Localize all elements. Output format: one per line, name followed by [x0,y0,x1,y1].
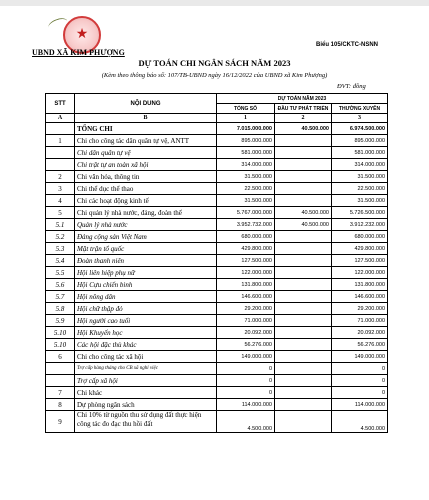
table-row [46,387,388,399]
row-recurrent: 581.000.000 [332,147,388,159]
index-cell: B [75,114,217,123]
row-stt: 6 [46,351,75,363]
row-total: 3.952.732.000 [217,219,275,231]
row-total: 581.000.000 [217,147,275,159]
table-row [46,399,388,411]
row-name: Chi cho công tác dân quân tự vệ, ANTT [75,135,217,147]
row-investment: 40.500.000 [275,219,332,231]
index-row [46,114,388,123]
row-name: Hội chữ thập đỏ [75,303,217,315]
row-stt: 7 [46,387,75,399]
row-name: Chi quản lý nhà nước, đảng, đoàn thể [75,207,217,219]
row-stt: 2 [46,171,75,183]
row-stt: 4 [46,195,75,207]
row-stt: 5.7 [46,291,75,303]
row-recurrent: 314.000.000 [332,159,388,171]
row-investment [275,255,332,267]
row-name: Mặt trận tổ quốc [75,243,217,255]
table-row [46,123,388,135]
table-row [46,411,388,433]
row-recurrent: 131.800.000 [332,279,388,291]
row-stt: 3 [46,183,75,195]
header-estimate: DỰ TOÁN NĂM 2023 [217,94,388,104]
row-recurrent: 680.000.000 [332,231,388,243]
row-stt [46,159,75,171]
table-row [46,351,388,363]
index-cell: A [46,114,75,123]
row-name: Quản lý nhà nước [75,219,217,231]
row-name: Chi văn hóa, thông tin [75,171,217,183]
row-total: 0 [217,387,275,399]
row-total: 895.000.000 [217,135,275,147]
row-stt [46,375,75,387]
row-stt: 5.3 [46,243,75,255]
row-investment [275,375,332,387]
row-name: Chi 10% từ nguồn thu sử dụng đất thực hiện công tác đo đạc thu hồi đất [75,411,217,433]
row-stt: 5.10 [46,339,75,351]
row-total: 71.000.000 [217,315,275,327]
row-investment [275,279,332,291]
row-recurrent: 0 [332,363,388,375]
row-stt: 5 [46,207,75,219]
header-stt: STT [46,94,75,114]
index-cell: 1 [217,114,275,123]
row-total: 146.600.000 [217,291,275,303]
row-stt: 5.8 [46,303,75,315]
row-investment: 40.500.000 [275,207,332,219]
table-row [46,279,388,291]
row-investment [275,243,332,255]
row-name: Hội Cựu chiến binh [75,279,217,291]
row-investment [275,195,332,207]
row-recurrent: 149.000.000 [332,351,388,363]
row-recurrent: 127.500.000 [332,255,388,267]
table-row [46,183,388,195]
row-stt: 5.9 [46,315,75,327]
row-name: Trợ cấp xã hội [75,375,217,387]
table-row [46,315,388,327]
row-recurrent: 29.200.000 [332,303,388,315]
row-total: 56.276.000 [217,339,275,351]
row-name: Các hội đặc thù khác [75,339,217,351]
table-row [46,303,388,315]
table-row [46,147,388,159]
row-name: Đảng cộng sản Việt Nam [75,231,217,243]
row-investment [275,399,332,411]
row-total: 680.000.000 [217,231,275,243]
table-row [46,195,388,207]
table-row [46,135,388,147]
header-content: NỘI DUNG [75,94,217,114]
row-name: Chi các hoạt động kinh tế [75,195,217,207]
row-total: 114.000.000 [217,399,275,411]
table-row [46,231,388,243]
form-code: Biểu 105/CKTC-NSNN [316,42,379,48]
row-total: 122.000.000 [217,267,275,279]
row-total: 0 [217,363,275,375]
document-page [0,6,429,500]
row-stt: 1 [46,135,75,147]
row-total: 20.092.000 [217,327,275,339]
row-recurrent: 6.974.500.000 [332,123,388,135]
row-recurrent: 71.000.000 [332,315,388,327]
row-recurrent: 31.500.000 [332,195,388,207]
header-total: TỔNG SỐ [217,104,275,114]
document-title: DỰ TOÁN CHI NGÂN SÁCH NĂM 2023 [138,58,291,68]
row-total: 5.767.000.000 [217,207,275,219]
row-recurrent: 122.000.000 [332,267,388,279]
row-investment: 40.500.000 [275,123,332,135]
row-stt: 5.4 [46,255,75,267]
row-total: 127.500.000 [217,255,275,267]
budget-table [45,93,388,433]
row-name: Hội người cao tuổi [75,315,217,327]
row-investment [275,171,332,183]
row-investment [275,135,332,147]
table-row [46,243,388,255]
header-recurrent: THƯỜNG XUYÊN [332,104,388,114]
row-investment [275,159,332,171]
table-row [46,207,388,219]
row-recurrent: 56.276.000 [332,339,388,351]
row-investment [275,327,332,339]
row-investment [275,351,332,363]
row-name: Hội liên hiệp phụ nữ [75,267,217,279]
document-subtitle: (Kèm theo thông báo số: 107/TB-UBND ngày 16/12/2022 của UBND xã Kim Phượng) [101,72,328,79]
row-total: 131.800.000 [217,279,275,291]
row-total: 29.200.000 [217,303,275,315]
table-row [46,219,388,231]
row-name: Chi khác [75,387,217,399]
row-investment [275,291,332,303]
row-investment [275,303,332,315]
row-stt: 5.6 [46,279,75,291]
table-row [46,159,388,171]
row-recurrent: 5.726.500.000 [332,207,388,219]
row-stt [46,147,75,159]
table-row [46,375,388,387]
row-recurrent: 31.500.000 [332,171,388,183]
row-total: 7.015.000.000 [217,123,275,135]
row-name: Chi thể dục thể thao [75,183,217,195]
row-name: TỔNG CHI [75,123,217,135]
row-name: Dự phòng ngân sách [75,399,217,411]
table-body [46,123,388,433]
row-recurrent: 4.500.000 [332,411,388,433]
row-total: 31.500.000 [217,195,275,207]
row-total: 0 [217,375,275,387]
row-total: 149.000.000 [217,351,275,363]
row-investment [275,267,332,279]
header-investment: ĐẦU TƯ PHÁT TRIỂN [275,104,332,114]
row-name: Đoàn thanh niên [75,255,217,267]
row-stt: 5.10 [46,327,75,339]
table-row [46,327,388,339]
organization-name: UBND XÃ KIM PHƯỢNG [32,48,125,57]
row-name: Hội nông dân [75,291,217,303]
row-investment [275,183,332,195]
table-row [46,171,388,183]
row-name: Trợ cấp hàng tháng cho CB xã nghỉ việc [75,363,217,375]
row-stt: 5.2 [46,231,75,243]
index-cell: 2 [275,114,332,123]
row-recurrent: 20.092.000 [332,327,388,339]
row-recurrent: 429.800.000 [332,243,388,255]
row-stt: 5.1 [46,219,75,231]
row-total: 22.500.000 [217,183,275,195]
row-investment [275,315,332,327]
row-investment [275,387,332,399]
row-recurrent: 0 [332,375,388,387]
unit-label: ĐVT: đồng [337,83,366,90]
row-investment [275,339,332,351]
row-recurrent: 22.500.000 [332,183,388,195]
index-cell: 3 [332,114,388,123]
row-total: 314.000.000 [217,159,275,171]
row-investment [275,147,332,159]
row-recurrent: 146.600.000 [332,291,388,303]
table-row [46,267,388,279]
row-recurrent: 3.912.232.000 [332,219,388,231]
row-stt [46,363,75,375]
row-investment [275,363,332,375]
row-stt: 9 [46,411,75,433]
row-name: Hội Khuyến học [75,327,217,339]
row-stt [46,123,75,135]
row-investment [275,411,332,433]
row-name: Chi dân quân tự vệ [75,147,217,159]
table-row [46,339,388,351]
row-recurrent: 895.000.000 [332,135,388,147]
row-stt: 5.5 [46,267,75,279]
row-stt: 8 [46,399,75,411]
table-row [46,363,388,375]
table-row [46,291,388,303]
row-total: 31.500.000 [217,171,275,183]
row-name: Chi trật tự an toàn xã hội [75,159,217,171]
table-row [46,255,388,267]
row-total: 429.800.000 [217,243,275,255]
row-investment [275,231,332,243]
row-recurrent: 114.000.000 [332,399,388,411]
row-recurrent: 0 [332,387,388,399]
row-name: Chi cho công tác xã hội [75,351,217,363]
row-total: 4.500.000 [217,411,275,433]
